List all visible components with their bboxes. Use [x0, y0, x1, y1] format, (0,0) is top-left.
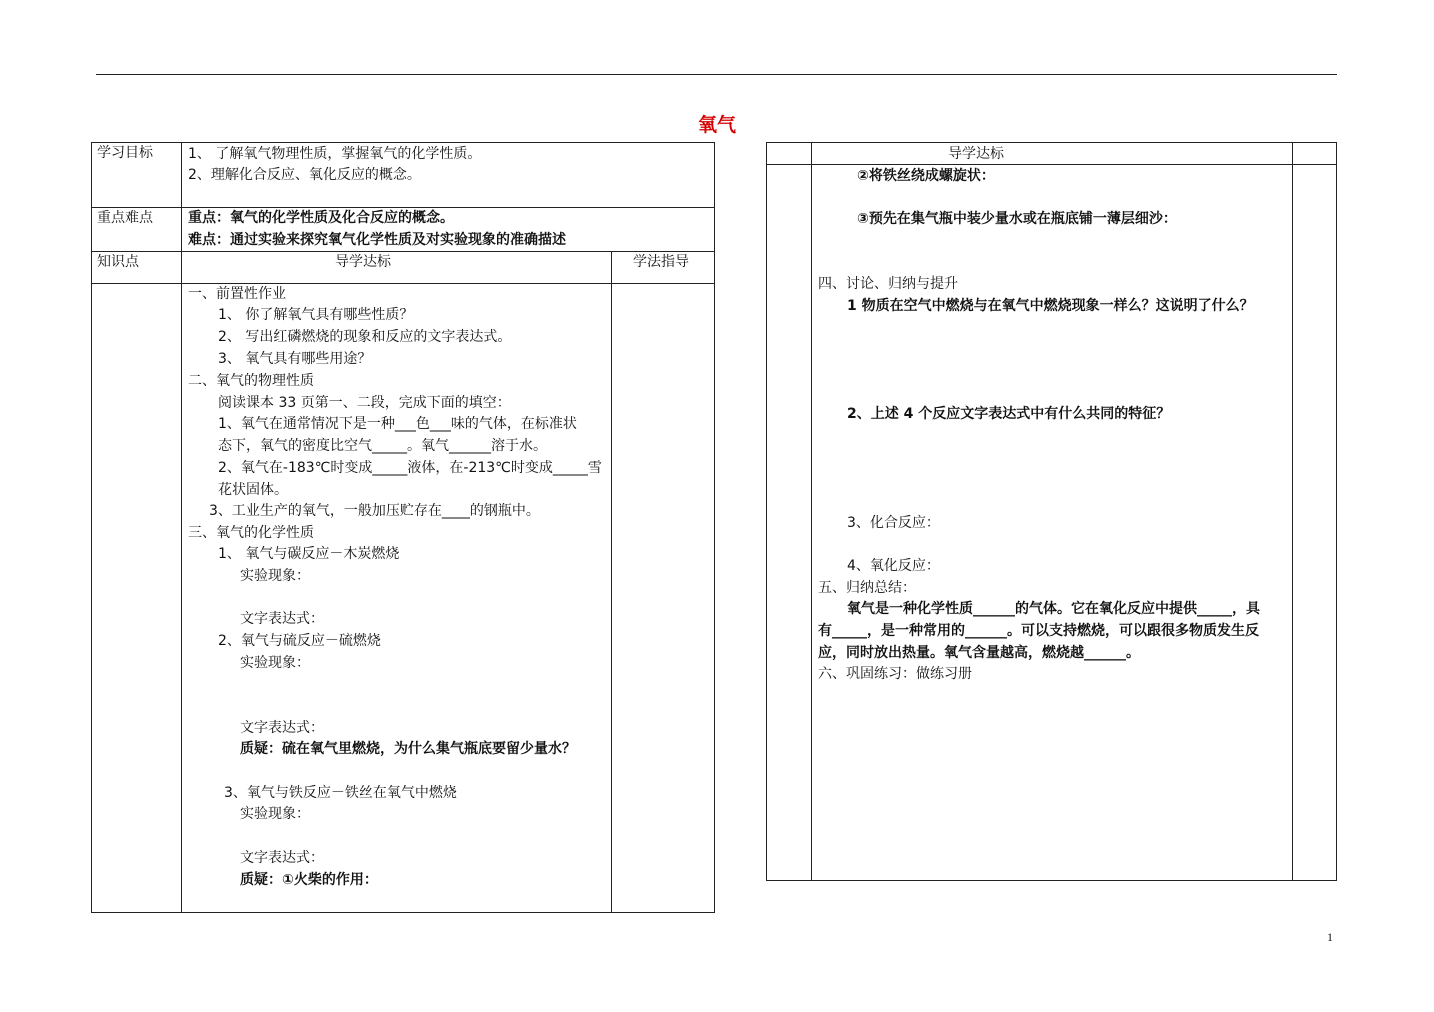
top-rule — [96, 74, 1337, 75]
objective-item: 1、 了解氧气物理性质，掌握氧气的化学性质。 — [188, 146, 482, 162]
objective-item: 2、理解化合反应、氧化反应的概念。 — [188, 167, 421, 183]
content-line: 4、氧化反应： — [847, 558, 940, 574]
key-points-label: 重点难点 — [97, 210, 153, 226]
section-heading: 四、讨论、归纳与提升 — [818, 276, 958, 292]
content-line: 2、 写出红磷燃烧的现象和反应的文字表达式。 — [218, 329, 512, 345]
difficulty-text: 难点：通过实验来探究氧气化学性质及对实验现象的准确描述 — [188, 232, 566, 248]
question-line: ③预先在集气瓶中装少量水或在瓶底铺一薄层细沙： — [857, 211, 1177, 227]
right-table — [766, 142, 1337, 881]
content-line: 实验现象： — [240, 655, 310, 671]
content-line: 1、 氧气与碳反应－木炭燃烧 — [218, 546, 400, 562]
focus-text: 重点：氧气的化学性质及化合反应的概念。 — [188, 210, 454, 226]
content-line: 文字表达式： — [240, 850, 324, 866]
right-row-divider — [766, 164, 1337, 165]
section-heading: 三、氧气的化学性质 — [188, 525, 314, 541]
header-knowledge: 知识点 — [97, 254, 139, 270]
content-line: 1、 你了解氧气具有哪些性质？ — [218, 307, 414, 323]
left-row-divider-2 — [91, 251, 715, 252]
header-method: 学法指导 — [633, 254, 689, 270]
left-row-divider-3 — [91, 283, 715, 284]
question-line: 质疑：①火柴的作用： — [240, 872, 378, 888]
content-line: 2、氧气与硫反应－硫燃烧 — [218, 633, 381, 649]
content-line: 花状固体。 — [218, 482, 288, 498]
left-row-divider-1 — [91, 207, 715, 208]
content-line: 3、氧气与铁反应－铁丝在氧气中燃烧 — [224, 785, 457, 801]
question-line: 1 物质在空气中燃烧与在氧气中燃烧现象一样么？这说明了什么？ — [847, 298, 1254, 314]
content-line: 3、工业生产的氧气，一般加压贮存在____的钢瓶中。 — [209, 503, 540, 519]
question-line: 2、上述 4 个反应文字表达式中有什么共同的特征？ — [847, 406, 1171, 422]
page-number: 1 — [1327, 930, 1333, 944]
content-line: 2、氧气在-183℃时变成_____液体，在-213℃时变成_____雪 — [218, 460, 602, 476]
content-line: 1、氧气在通常情况下是一种___色___味的气体，在标准状 — [218, 416, 577, 432]
objectives-label: 学习目标 — [97, 145, 153, 161]
left-col-divider-1 — [181, 142, 182, 913]
right-col-divider-2 — [1292, 142, 1293, 881]
content-line: 实验现象： — [240, 568, 310, 584]
header-guide: 导学达标 — [335, 254, 391, 270]
question-line: ②将铁丝绕成螺旋状： — [857, 168, 995, 184]
summary-line: 有_____，是一种常用的______。可以支持燃烧，可以跟很多物质发生反 — [818, 623, 1259, 639]
section-heading: 五、归纳总结： — [818, 580, 916, 596]
right-header-guide: 导学达标 — [948, 146, 1004, 162]
section-heading: 六、巩固练习：做练习册 — [818, 666, 972, 682]
page-title: 氧气 — [697, 114, 736, 136]
question-line: 质疑：硫在氧气里燃烧，为什么集气瓶底要留少量水？ — [240, 741, 576, 757]
content-line: 实验现象： — [240, 806, 310, 822]
left-col-divider-2 — [611, 251, 612, 913]
section-heading: 二、氧气的物理性质 — [188, 373, 314, 389]
content-line: 文字表达式： — [240, 720, 324, 736]
content-line: 态下，氧气的密度比空气_____。氧气______溶于水。 — [218, 438, 547, 454]
content-line: 阅读课本 33 页第一、二段，完成下面的填空： — [218, 395, 511, 411]
summary-line: 应，同时放出热量。氧气含量越高，燃烧越______。 — [818, 645, 1140, 661]
content-line: 3、 氧气具有哪些用途？ — [218, 351, 372, 367]
content-line: 文字表达式： — [240, 611, 324, 627]
content-line: 3、化合反应： — [847, 515, 940, 531]
right-col-divider-1 — [811, 142, 812, 881]
summary-line: 氧气是一种化学性质______的气体。它在氧化反应中提供_____，具 — [847, 601, 1260, 617]
section-heading: 一、前置性作业 — [188, 286, 286, 302]
